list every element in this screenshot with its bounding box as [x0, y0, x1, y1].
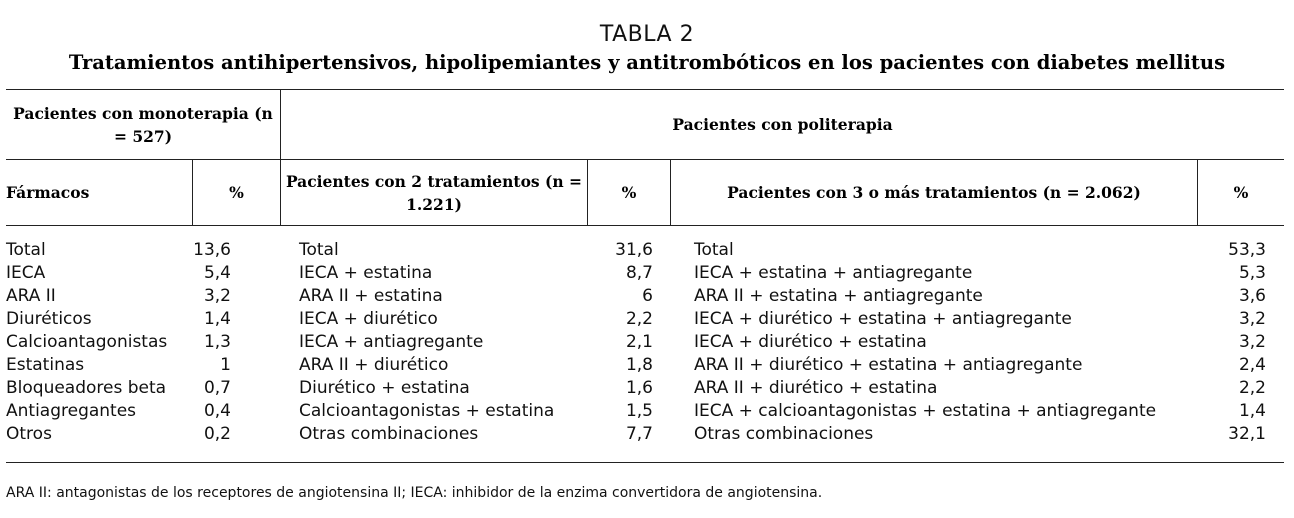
header-bottom-rule — [6, 225, 1284, 226]
header-pct-two: % — [621, 183, 637, 202]
table-cell: Estatinas — [6, 355, 85, 375]
header-pct-three: % — [1233, 183, 1249, 202]
three-plus-pct-list — [1198, 239, 1266, 446]
table-cell: ARA II + diurético + estatina — [694, 378, 938, 398]
table-cell: Diurético + estatina — [299, 378, 470, 398]
table-footnote: ARA II: antagonistas de los receptores de angiotensina II; IECA: inhibidor de la enzima convertidora de angiotensina. — [6, 485, 823, 501]
table-cell: 1,5 — [625, 401, 653, 421]
table-cell: 1,4 — [1238, 401, 1266, 421]
table-cell: 2,2 — [625, 309, 653, 329]
monotherapy-drug-list — [6, 239, 192, 446]
table-cell: 1,3 — [203, 332, 231, 352]
table-cell: 3,6 — [1238, 286, 1266, 306]
table-cell: 3,2 — [1238, 309, 1266, 329]
table-cell: 6 — [642, 286, 653, 306]
table-cell: 2,2 — [1238, 378, 1266, 398]
header-pct-monotherapy: % — [229, 183, 244, 202]
table-cell: 5,4 — [203, 263, 231, 283]
table-number: TABLA 2 — [599, 22, 695, 47]
table-cell: Total — [299, 240, 339, 260]
table-cell: Total — [694, 240, 734, 260]
table-cell: 3,2 — [1238, 332, 1266, 352]
header-monotherapy-group: Pacientes con monoterapia (n = 527) — [13, 103, 273, 146]
table-cell: Diuréticos — [6, 309, 92, 329]
table-cell: 3,2 — [203, 286, 231, 306]
table-cell: ARA II + diurético — [299, 355, 449, 375]
table-cell: 2,1 — [625, 332, 653, 352]
table-cell: IECA — [6, 263, 46, 283]
header-polytherapy-group: Pacientes con politerapia — [672, 115, 893, 134]
table-cell: 1,4 — [203, 309, 231, 329]
table-cell: 53,3 — [1228, 240, 1266, 260]
table-cell: ARA II — [6, 286, 56, 306]
monotherapy-pct-list — [193, 239, 231, 446]
table-cell: Otras combinaciones — [299, 424, 479, 444]
header-three-plus: Pacientes con 3 o más tratamientos (n = 2.062) — [727, 183, 1141, 202]
table-cell: 8,7 — [625, 263, 653, 283]
table-cell: IECA + diurético + estatina + antiagregante — [694, 309, 1072, 329]
three-plus-drug-list — [694, 239, 1197, 446]
table-cell: 1 — [220, 355, 231, 375]
table-cell: 32,1 — [1228, 424, 1266, 444]
table-cell: 31,6 — [615, 240, 653, 260]
table-cell: Antiagregantes — [6, 401, 137, 421]
table-cell: Bloqueadores beta — [6, 378, 167, 398]
table-cell: 5,3 — [1238, 263, 1266, 283]
table-cell: 1,8 — [625, 355, 653, 375]
table-cell: IECA + diurético + estatina — [694, 332, 927, 352]
table-cell: ARA II + diurético + estatina + antiagregante — [694, 355, 1083, 375]
table-cell: 0,2 — [203, 424, 231, 444]
table-cell: IECA + calcioantagonistas + estatina + antiagregante — [694, 401, 1157, 421]
table-cell: 13,6 — [193, 240, 231, 260]
table-cell: 0,7 — [203, 378, 231, 398]
table-cell: IECA + antiagregante — [299, 332, 484, 352]
table-cell: ARA II + estatina + antiagregante — [694, 286, 983, 306]
two-treatments-drug-list — [299, 239, 587, 446]
table-cell: IECA + diurético — [299, 309, 438, 329]
table-cell: 2,4 — [1238, 355, 1266, 375]
table-cell: ARA II + estatina — [299, 286, 443, 306]
table-cell: IECA + estatina — [299, 263, 433, 283]
table-cell: 1,6 — [625, 378, 653, 398]
table-cell: Otras combinaciones — [694, 424, 874, 444]
table-cell: Total — [6, 240, 46, 260]
header-drugs: Fármacos — [6, 183, 90, 202]
header-two-treatments: Pacientes con 2 tratamientos (n = 1.221) — [285, 171, 583, 214]
table-cell: 0,4 — [203, 401, 231, 421]
table-cell: Calcioantagonistas + estatina — [299, 401, 555, 421]
table-cell: IECA + estatina + antiagregante — [694, 263, 973, 283]
table-title: Tratamientos antihipertensivos, hipolipemiantes y antitrombóticos en los pacientes con diabetes mellitus — [68, 51, 1226, 74]
table-bottom-rule — [6, 462, 1284, 463]
table-cell: 7,7 — [625, 424, 653, 444]
table-cell: Calcioantagonistas — [6, 332, 168, 352]
table-cell: Otros — [6, 424, 52, 444]
two-treatments-pct-list — [588, 239, 653, 446]
